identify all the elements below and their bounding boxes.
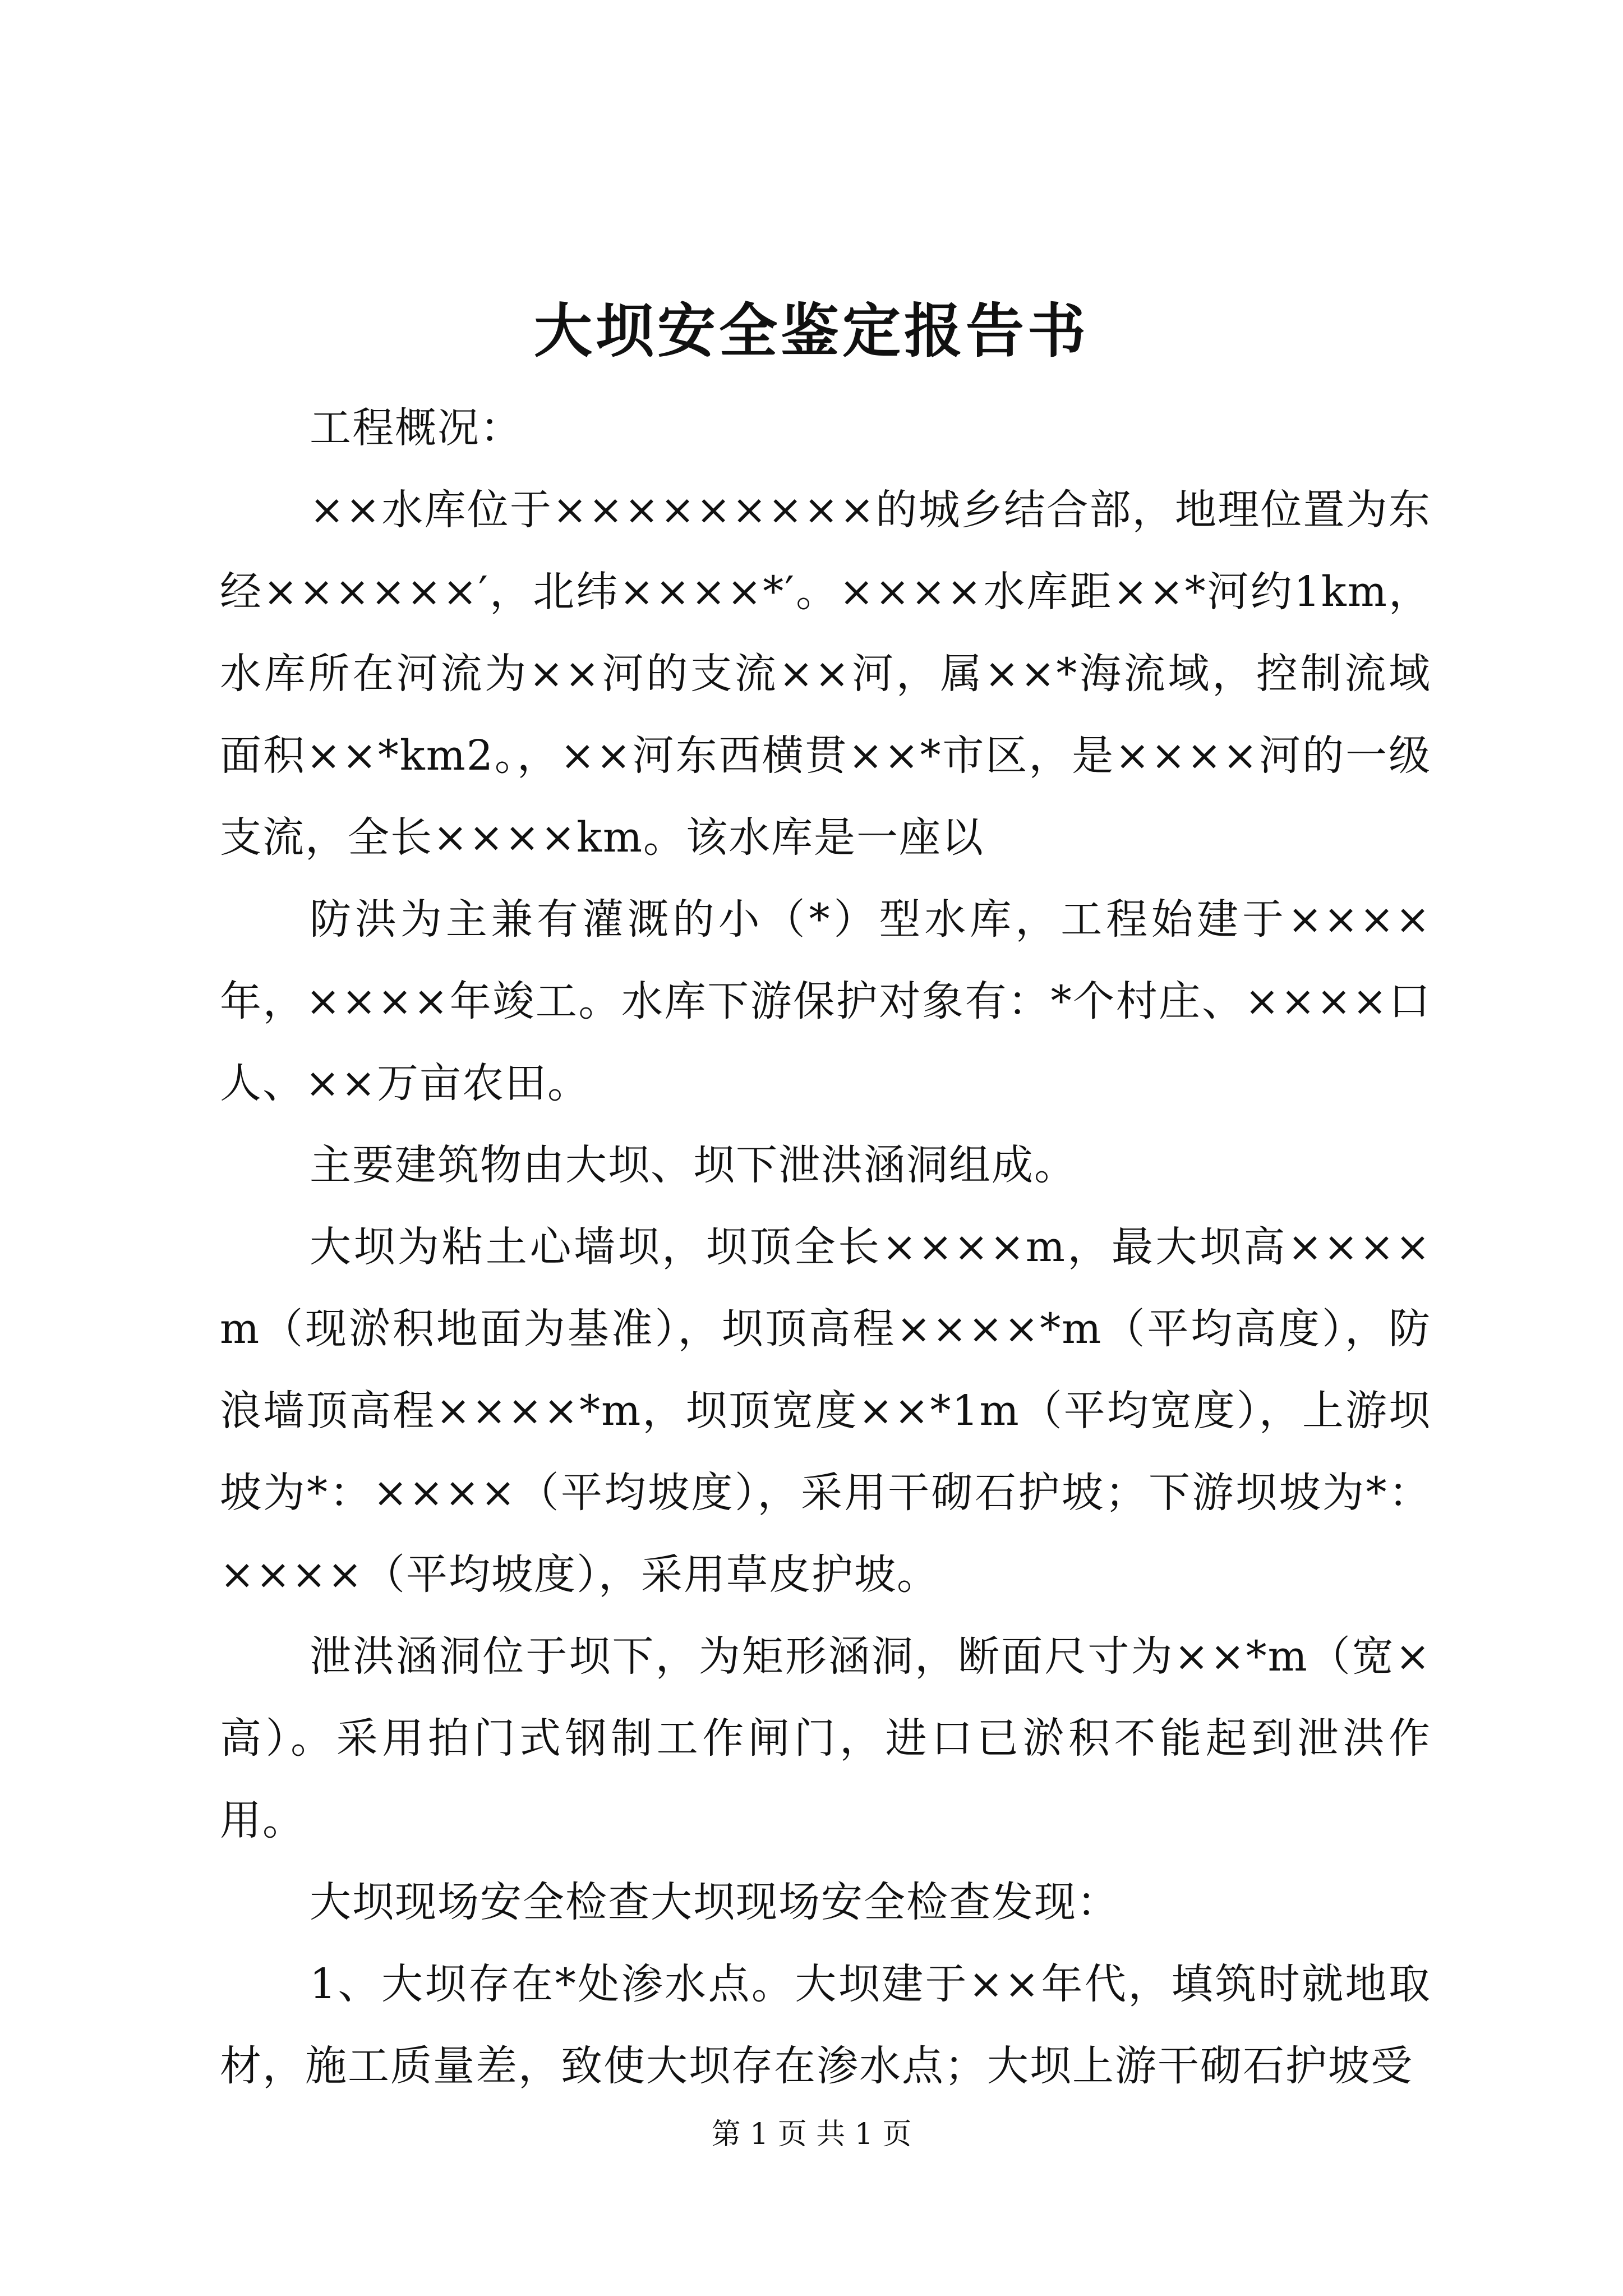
paragraph-seepage: 1、大坝存在*处渗水点。大坝建于××年代，填筑时就地取材，施工质量差，致使大坝存在渗水点；大坝上游干砌石护坡受 — [220, 1960, 1431, 2090]
document-title: 大坝安全鉴定报告书 — [533, 296, 1089, 365]
paragraph-culvert: 泄洪涵洞位于坝下，为矩形涵洞，断面尺寸为××*m（宽×高）。采用拍门式钢制工作闸门，进口已淤积不能起到泄洪作用。 — [220, 1632, 1431, 1844]
paragraph-dam: 大坝为粘土心墙坝，坝顶全长××××m，最大坝高××××m（现淤积地面为基准），坝顶高程××××*m（平均高度），防浪墙顶高程××××*m，坝顶宽度××*1m（平均宽度），上游坝坡为*：××××（平均坡度），采用干砌石护坡；下游坝坡为*：××××（平均坡度），采用草皮护坡。 — [220, 1223, 1431, 1599]
page-footer: 第 1 页 共 1 页 — [711, 2118, 912, 2151]
paragraph-inspection-heading: 大坝现场安全检查大坝现场安全检查发现： — [310, 1878, 1119, 1926]
document-body — [220, 387, 1431, 2107]
paragraph-structures: 主要建筑物由大坝、坝下泄洪涵洞组成。 — [310, 1141, 1077, 1189]
paragraph-location: ××水库位于×××××××××的城乡结合部，地理位置为东经××××××′，北纬××××*′。××××水库距××*河约1km，水库所在河流为××河的支流××河，属××*海流域，控制流域面积××*km2。，××河东西横贯××*市区，是××××河的一级支流，全长××××km。该水库是一座以 — [220, 486, 1431, 862]
paragraph-purpose: 防洪为主兼有灌溉的小（*）型水库，工程始建于××××年，××××年竣工。水库下游保护对象有：*个村庄、××××口人、××万亩农田。 — [220, 895, 1431, 1107]
paragraph-overview-heading: 工程概况： — [310, 404, 523, 452]
